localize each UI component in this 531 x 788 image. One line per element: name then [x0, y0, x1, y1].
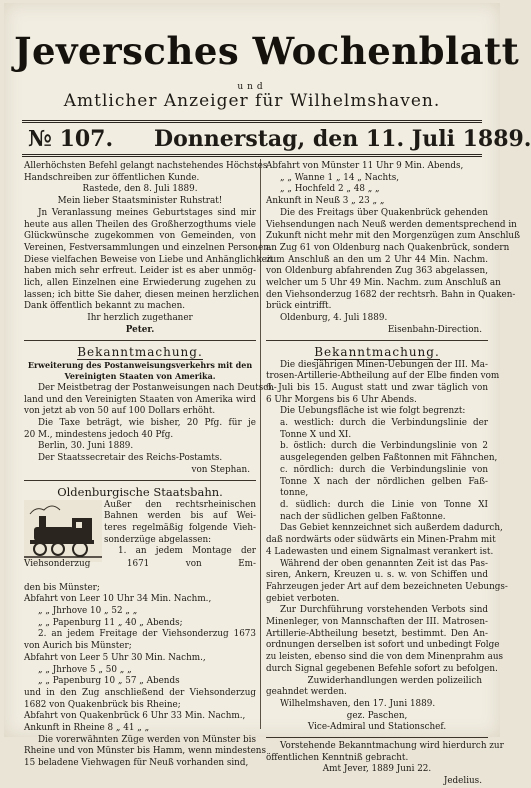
railway-line: „ „ Jhrhove 5 „ 50 „ „: [38, 664, 132, 675]
schedule-line: Abfahrt von Münster 11 Uhr 9 Min. Abends,: [266, 161, 464, 171]
dateline: [22, 126, 531, 154]
mine-notice-line: nach der südlichen gelben Faßtonne.: [280, 511, 446, 522]
locomotive-icon: [24, 500, 102, 562]
railway-line: Viehsonderzug 1671 von Em-: [24, 558, 256, 569]
mine-exercise-notice: [266, 344, 508, 735]
mine-notice-line: ordnungen derselben ist sofort und unbedingt Folge: [266, 640, 500, 651]
mine-notice-line: daß nordwärts oder südwärts ein Minen-Prahm mit: [266, 535, 496, 546]
train-block: [24, 500, 256, 607]
section-rule: [266, 737, 488, 738]
railway-line: „ „ Jhrhove 10 „ 52 „ „: [38, 605, 138, 616]
railway-line: Außer den rechtsrheinischen: [104, 499, 256, 510]
amt-notice-signer: Jedelius.: [443, 776, 482, 787]
mine-notice-line: Die Uebungsfläche ist wie folgt begrenzt:: [280, 406, 466, 417]
postal-notice-subhead: Erweiterung des Postanweisungsverkehrs mit den: [27, 359, 253, 370]
header-rule-top: [22, 120, 482, 123]
header-rule-bottom: [22, 154, 482, 157]
schedule-text: Zukunft nicht mehr mit den Morgenzügen zum Anschluß: [266, 231, 520, 242]
railway-intro: [104, 500, 256, 559]
mine-notice-line: Während der oben genannten Zeit ist das Pas-: [280, 558, 488, 569]
mine-notice-line: zu leisten, ebenso sind die von dem Minenprahm aus: [266, 652, 503, 663]
section-rule: [24, 480, 256, 481]
railway-schedule: [24, 582, 266, 770]
mine-notice-line: 6 Uhr Morgens bis 6 Uhr Abends.: [266, 394, 417, 405]
railway-schedule-cont: [266, 161, 520, 337]
postal-notice-sign: Der Staatssecretair des Reichs-Postamts.: [38, 453, 223, 464]
mine-notice-line: tonne,: [280, 488, 309, 499]
royal-letter: [24, 207, 274, 337]
mine-notice-line: Die diesjährigen Minen-Uebungen der III. Ma-: [280, 359, 488, 370]
railway-line: Ankunft in Rheine 8 „ 41 „ „: [24, 723, 150, 734]
mine-notice-line: c. nördlich: durch die Verbindungslinie von: [280, 464, 488, 475]
section-rule: [266, 340, 488, 341]
letter-line: lassen; ich bitte Sie daher, diesen meinen herzlichen: [24, 289, 260, 300]
railway-line: Abfahrt von Leer 10 Uhr 34 Min. Nachm.,: [24, 594, 212, 605]
letter-line: lich, allen Einzelnen eine Erwiederung zugehen zu: [24, 278, 256, 289]
mine-notice-line: gebiet verboten.: [266, 593, 340, 604]
mine-notice-line: geahndet werden.: [266, 687, 347, 698]
postal-notice-date: Berlin, 30. Juni 1889.: [38, 441, 134, 452]
mine-notice-line: a. westlich: durch die Verbindungslinie der: [280, 418, 488, 429]
newspaper-page: [4, 3, 531, 787]
letter-closing: Ihr herzlich zugethaner: [87, 313, 193, 324]
intro-line: Handschreiben zur öffentlichen Kunde.: [24, 172, 200, 183]
letter-line: Glückwünsche zugekommen von Gemeinden, von: [24, 231, 256, 242]
schedule-signer: Eisenbahn-Direction.: [387, 324, 482, 335]
mine-notice-line: durch Signal gegebenen Befehle sofort zu befolgen.: [266, 663, 498, 674]
railway-line: Rheine und von Münster bis Hamm, wenn mindestens: [24, 746, 266, 757]
railway-line: 1682 von Quakenbrück bis Rheine;: [24, 699, 181, 710]
mine-notice-line: Zur Durchführung vorstehenden Verbots sind: [280, 605, 488, 616]
amt-jever-notice: [266, 741, 504, 788]
schedule-text: brück eintrifft.: [266, 301, 332, 312]
postal-notice-line: land und den Vereinigten Staaten von Amerika wird: [24, 394, 256, 405]
mine-notice-line: trosen-Artillerie-Abtheilung auf der Elbe finden vom: [266, 371, 500, 382]
mine-notice-signer-title: Vice-Admiral und Stationschef.: [307, 722, 447, 733]
railway-line: den bis Münster;: [24, 582, 100, 593]
section-rule: [24, 340, 256, 341]
letter-line: Dank öffentlich bekannt zu machen.: [24, 301, 186, 312]
mine-notice-line: Minenleger, von Mannschaften der III. Matrosen-: [266, 617, 488, 628]
railway-line: Bahnen werden bis auf Wei-: [104, 511, 256, 522]
postal-notice-line: Die Taxe beträgt, wie bisher, 20 Pfg. für je: [38, 418, 256, 429]
mine-notice-line: Artillerie-Abtheilung besetzt, bestimmt. Den An-: [266, 628, 488, 639]
left-column: [24, 161, 277, 770]
right-column: [266, 161, 520, 788]
railway-line: Abfahrt von Quakenbrück 6 Uhr 33 Min. Nachm.,: [24, 711, 246, 722]
intro-date: Rastede, den 8. Juli 1889.: [82, 184, 198, 195]
schedule-text: an Zug 61 von Oldenburg nach Quakenbrück, sondern: [266, 242, 510, 253]
letter-line: Diese vielfachen Beweise von Liebe und Anhänglichkeit: [24, 254, 274, 265]
amt-notice-date: Amt Jever, 1889 Juni 22.: [322, 764, 432, 775]
postal-notice-line: 20 M., mindestens jedoch 40 Pfg.: [24, 429, 174, 440]
railway-line: 1. an jedem Montage der: [118, 546, 256, 557]
masthead-und: und: [237, 82, 267, 92]
letter-line: haben mich sehr erfreut. Leider ist es aber unmög-: [24, 266, 256, 277]
letter-signature: Peter.: [125, 324, 155, 335]
railway-line: 15 beladene Viehwagen für Neuß vorhanden sind,: [24, 758, 249, 769]
railway-line: von Aurich bis Münster;: [24, 641, 132, 652]
postal-notice-line: Der Meistbetrag der Postanweisungen nach Deutsch-: [38, 382, 277, 393]
railway-line: und in den Zug anschließend der Viehsonderzug: [24, 687, 256, 698]
schedule-text: welcher um 5 Uhr 49 Min. Nachm. zum Anschluß an: [266, 278, 501, 289]
mine-notice-line: Das Gebiet kennzeichnet sich außerdem dadurch,: [280, 523, 503, 534]
schedule-text: Viehsendungen nach Neuß werden dementsprechend in: [266, 219, 517, 230]
salutation: Mein lieber Staatsminister Ruhstrat!: [57, 196, 223, 207]
postal-notice-title: Bekanntmachung.: [77, 344, 203, 359]
mine-notice-line: 6. Juli bis 15. August statt und zwar täglich von: [266, 382, 488, 393]
postal-notice: [24, 344, 277, 477]
postal-notice-subhead: Vereinigten Staaten von Amerika.: [64, 371, 216, 382]
letter-line: Jn Veranlassung meines Geburtstages sind mir: [38, 207, 256, 218]
letter-line: Vereinen, Festversammlungen und einzelnen Personen.: [24, 242, 272, 253]
railway-line: „ „ Papenburg 11 „ 40 „ Abends;: [38, 617, 183, 628]
railway-notice: [24, 484, 266, 770]
mine-notice-line: ausgelegenden gelben Faßtonnen mit Fähnchen,: [280, 453, 498, 464]
mine-notice-line: 4 Ladewasten und einem Signalmast verankert ist.: [266, 546, 494, 557]
railway-line: „ „ Papenburg 10 „ 57 „ Abends: [38, 676, 180, 687]
schedule-line: „ „ Wanne 1 „ 14 „ Nachts,: [280, 172, 400, 183]
schedule-text: zum Anschluß an den um 2 Uhr 44 Min. Nachm.: [266, 254, 488, 265]
schedule-text: Die des Freitags über Quakenbrück gehenden: [280, 207, 488, 218]
railway-intro-cont: [24, 559, 256, 571]
postal-notice-signer: von Stephan.: [191, 464, 250, 475]
mine-notice-line: Zuwiderhandlungen werden polizeilich: [307, 675, 482, 686]
mine-notice-line: Fahrzeugen jeder Art auf dem bezeichneten Uebungs-: [266, 581, 508, 592]
schedule-line: „ „ Hochfeld 2 „ 48 „ „: [280, 184, 380, 195]
mine-notice-line: d. südlich: durch die Linie von Tonne XI: [280, 499, 488, 510]
schedule-date: Oldenburg, 4. Juli 1889.: [280, 313, 388, 324]
masthead-title: Jeversches Wochenblatt: [14, 29, 520, 73]
schedule-text: von Oldenburg abfahrenden Zug 363 abgelassen,: [266, 266, 488, 277]
railway-notice-title: Oldenburgische Staatsbahn.: [57, 484, 223, 499]
mine-notice-line: siren, Ankern, Kreuzen u. s. w. von Schiffen und: [266, 570, 488, 581]
issue-number: № 107.: [28, 126, 114, 152]
masthead-subtitle: Amtlicher Anzeiger für Wilhelmshaven.: [63, 91, 441, 111]
postal-notice-line: von jetzt ab von 50 auf 100 Dollars erhöht.: [24, 406, 216, 417]
railway-line: Die vorerwähnten Züge werden von Münster bis: [38, 734, 256, 745]
railway-line: sonderzüge abgelassen:: [104, 534, 212, 545]
mine-notice-line: Tonne X und XI.: [280, 429, 352, 440]
mine-notice-date: Wilhelmshaven, den 17. Juni 1889.: [280, 698, 436, 709]
intro-block: [24, 161, 268, 208]
railway-line: 2. an jedem Freitage der Viehsonderzug 1673: [38, 629, 256, 640]
amt-notice-line: Vorstehende Bekanntmachung wird hierdurch zur: [280, 741, 504, 752]
schedule-text: den Viehsonderzug 1682 der rechtsrh. Bahn in Quaken-: [266, 289, 516, 300]
intro-line: Allerhöchsten Befehl gelangt nachstehendes Höchstes: [24, 161, 268, 171]
mine-notice-line: b. östlich: durch die Verbindungslinie von 2: [280, 441, 488, 452]
amt-notice-line: öffentlichen Kenntniß gebracht.: [266, 752, 409, 763]
railway-line: teres regelmäßig folgende Vieh-: [104, 522, 256, 533]
mine-notice-line: Tonne X nach der nördlichen gelben Faß-: [280, 476, 488, 487]
letter-line: heute aus allen Theilen des Großherzogthums viele: [24, 219, 256, 230]
issue-date: Donnerstag, den 11. Juli 1889.: [154, 126, 531, 152]
schedule-line: Ankunft in Neuß 3 „ 23 „ „: [266, 196, 385, 207]
railway-line: Abfahrt von Leer 5 Uhr 30 Min. Nachm.,: [24, 652, 206, 663]
mine-notice-title: Bekanntmachung.: [314, 344, 440, 359]
mine-notice-signer: gez. Paschen,: [346, 710, 408, 721]
